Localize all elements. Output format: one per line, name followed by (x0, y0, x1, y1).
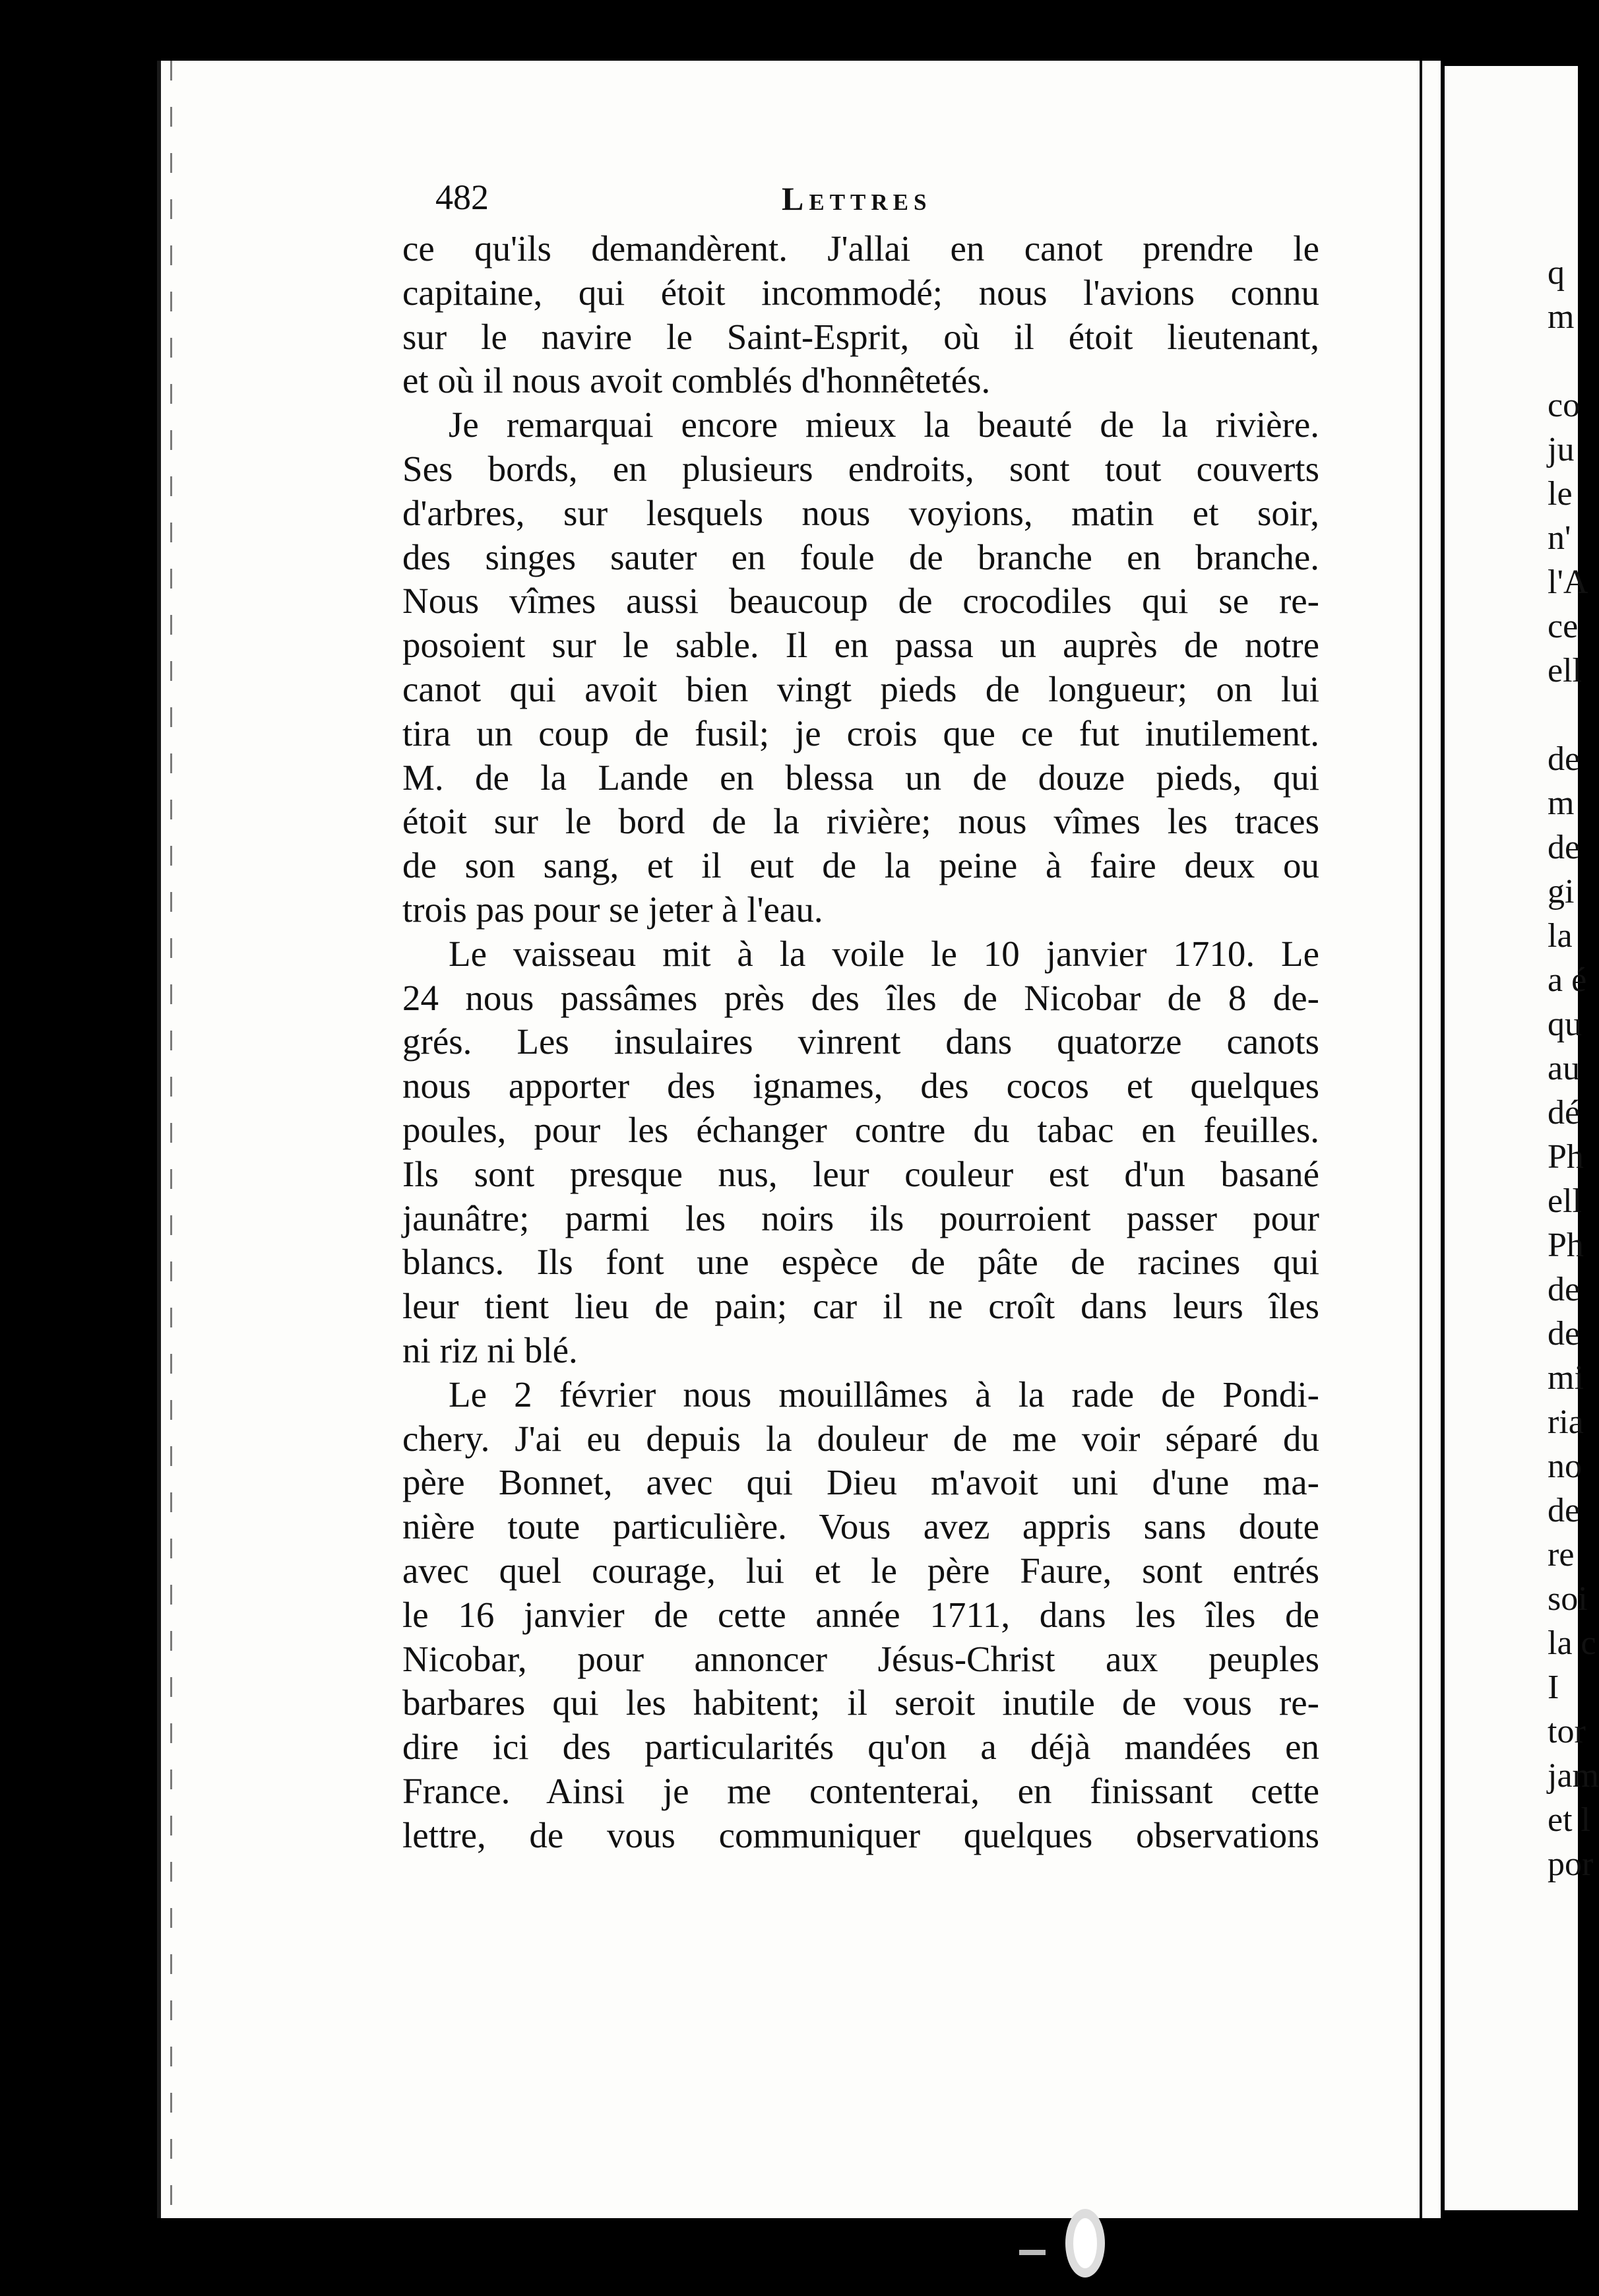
text-line: poules, pour les échanger contre du tabac en feuilles. (402, 1109, 1319, 1150)
text-line: avec quel courage, lui et le père Faure, sont entrés (402, 1550, 1319, 1591)
text-line: de son sang, et il eut de la peine à faire deux ou (402, 845, 1319, 886)
right-fragment: ell (1548, 1182, 1582, 1220)
text-line: Ils sont presque nus, leur couleur est d'un basané (402, 1153, 1319, 1194)
text-line: barbares qui les habitent; il seroit inutile de vous re- (402, 1682, 1319, 1723)
right-fragment (1548, 339, 1587, 383)
right-fragment: la (1548, 917, 1573, 955)
right-fragment: de (1548, 829, 1581, 866)
page-header (435, 177, 1307, 223)
body-text (402, 227, 1319, 1857)
right-fragment: m (1548, 784, 1575, 822)
right-fragment (1548, 693, 1587, 737)
text-line: capitaine, qui étoit incommodé; nous l'avions connu (402, 272, 1319, 313)
right-fragment: n' (1548, 519, 1571, 557)
text-line: ce qu'ils demandèrent. J'allai en canot prendre le (402, 228, 1319, 269)
text-line: étoit sur le bord de la rivière; nous vîmes les traces (402, 801, 1319, 842)
right-fragment: de (1548, 1315, 1581, 1353)
text-line: M. de la Lande en blessa un de douze pieds, qui (402, 757, 1319, 798)
text-line: Le 2 février nous mouillâmes à la rade de Pondi- (449, 1374, 1319, 1415)
text-line: Nous vîmes aussi beaucoup de crocodiles qui se re- (402, 581, 1319, 622)
right-fragment: co (1548, 387, 1581, 424)
right-fragment: dé (1548, 1094, 1581, 1132)
text-line: et où il nous avoit comblés d'honnêtetés. (402, 360, 991, 401)
text-line: nière toute particulière. Vous avez appris sans doute (402, 1506, 1319, 1547)
right-fragment: soi (1548, 1580, 1588, 1618)
text-line: Nicobar, pour annoncer Jésus-Christ aux peuples (402, 1638, 1319, 1679)
running-head: Lettres (782, 180, 932, 217)
text-line: père Bonnet, avec qui Dieu m'avoit uni d'une ma- (402, 1462, 1319, 1503)
right-fragment: ria (1548, 1403, 1584, 1441)
right-page-text-fragments (1548, 251, 1599, 1886)
text-line: blancs. Ils font une espèce de pâte de racines qui (402, 1242, 1319, 1283)
right-fragment: l'A (1548, 563, 1588, 601)
text-line: trois pas pour se jeter à l'eau. (402, 889, 823, 930)
right-fragment: mi (1548, 1359, 1584, 1397)
right-fragment: le (1548, 475, 1573, 513)
text-line: des singes sauter en foule de branche en branche. (402, 536, 1319, 577)
text-line: tira un coup de fusil; je crois que ce fut inutilement. (402, 713, 1319, 753)
text-line: 24 nous passâmes près des îles de Nicobar de 8 de- (402, 977, 1319, 1018)
right-fragment: Ph (1548, 1138, 1584, 1176)
text-line: chery. J'ai eu depuis la douleur de me voir séparé du (402, 1418, 1319, 1459)
text-line: posoient sur le sable. Il en passa un auprès de notre (402, 625, 1319, 666)
right-fragment: jam (1548, 1757, 1599, 1795)
right-fragment: I (1548, 1669, 1559, 1706)
text-line: nous apporter des ignames, des cocos et quelques (402, 1066, 1319, 1106)
text-line: France. Ainsi je me contenterai, en finissant cette (402, 1770, 1319, 1811)
right-fragment: de (1548, 740, 1581, 778)
right-fragment: de (1548, 1271, 1581, 1308)
right-fragment: de (1548, 1492, 1581, 1529)
right-fragment: tor (1548, 1713, 1586, 1750)
text-line: Le vaisseau mit à la voile le 10 janvier 1710. Le (449, 933, 1319, 974)
text-line: ni riz ni blé. (402, 1329, 578, 1370)
text-line: d'arbres, sur lesquels nous voyions, matin et soir, (402, 492, 1319, 533)
right-fragment: au (1548, 1050, 1581, 1087)
text-line: grés. Les insulaires vinrent dans quatorze canots (402, 1021, 1319, 1062)
text-line: Ses bords, en plusieurs endroits, sont tout couverts (402, 448, 1319, 489)
text-line: leur tient lieu de pain; car il ne croît dans leurs îles (402, 1286, 1319, 1327)
right-fragment: et l (1548, 1801, 1590, 1839)
gutter (1420, 61, 1422, 2218)
text-line: lettre, de vous communiquer quelques observations (402, 1814, 1319, 1855)
text-line: jaunâtre; parmi les noirs ils pourroient passer pour (402, 1197, 1319, 1238)
page-number: 482 (435, 177, 489, 217)
right-fragment: la c (1548, 1624, 1596, 1662)
right-fragment: qu (1548, 1005, 1582, 1043)
right-fragment: re (1548, 1536, 1575, 1574)
right-fragment: por (1548, 1845, 1594, 1883)
text-line: dire ici des particularités qu'on a déjà mandées en (402, 1727, 1319, 1768)
text-line: sur le navire le Saint-Esprit, où il étoit lieutenant, (402, 316, 1319, 357)
text-line: canot qui avoit bien vingt pieds de longueur; on lui (402, 668, 1319, 709)
right-fragment: m (1548, 298, 1575, 336)
scan-debris (1013, 2204, 1118, 2289)
right-fragment: ce (1548, 608, 1579, 645)
right-fragment: ell (1548, 652, 1582, 689)
right-fragment: gi (1548, 873, 1575, 910)
text-line: le 16 janvier de cette année 1711, dans les îles de (402, 1594, 1319, 1635)
right-fragment: a é (1548, 961, 1587, 999)
text-line: Je remarquai encore mieux la beauté de la rivière. (449, 404, 1319, 445)
right-fragment: Ph (1548, 1227, 1584, 1264)
right-fragment: q (1548, 254, 1565, 292)
right-fragment: no (1548, 1448, 1582, 1485)
right-fragment: ju (1548, 431, 1575, 468)
